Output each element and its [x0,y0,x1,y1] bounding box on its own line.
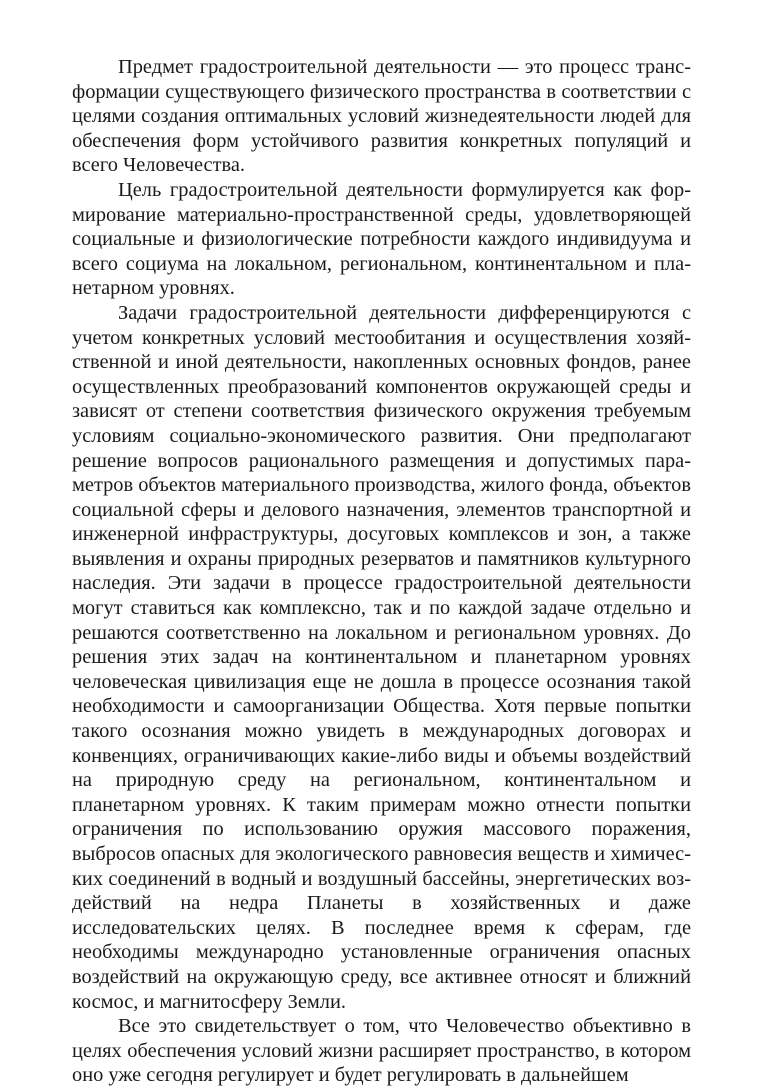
paragraph-subject: Предмет градостроительной деятельности — это процесс трансформации существующего физического пространства в соответствии с целями создания оптимальных условий жизнедеятельности людей для обеспечения форм устойчивого развития конкретных популяций и всего Человечества. [72,56,691,177]
paragraph-conclusion: Все это свидетельствует о том, что Человечество объективно в целях обеспечения условий жизни расширяет пространство, в котором оно уже сегодня регулирует и будет регулировать в дальнейшем [72,1015,691,1087]
paragraph-goal: Цель градостроительной деятельности формулируется как формирование материально-пространственной среды, удовлетворяющей социальные и физиологические потребности каждого индивидуума и всего социума на локальном, региональном, континентальном и планетарном уровнях. [72,178,691,300]
paragraph-tasks: Задачи градостроительной деятельности дифференцируются с учетом конкретных условий местообитания и осуществления хозяйственной и иной деятельности, накопленных основных фондов, ранее осуществленных преобразований компонентов окружающей среды и зависят от степени соответствия физического окружения требуемым условиям социально-экономического развития. Они предполагают решение вопросов рационального размещения и допустимых параметров объектов материального производства, жилого фонда, объектов социальной сферы и делового назначения, элементов транспортной и инженерной инфраструктуры, досуговых комплексов и зон, а также выявления и охраны природных резерватов и памятников культурного наследия. Эти задачи в процессе градостроительной деятельности могут ставиться как комплексно, так и по каждой задаче отдельно и решаются соответственно на локальном и региональном уровнях. До решения этих задач на континентальном и планетарном уровнях человеческая цивилизация еще не дошла в процессе осознания такой необходимости и самоорганизации Общества. Хотя первые попытки такого осознания можно увидеть в международных договорах и конвенциях, ограничивающих какие-либо виды и объемы воздействий на природную среду на региональном, континентальном и планетарном уровнях. К таким примерам можно отнести попытки ограничения по использованию оружия массового поражения, выбросов опасных для экологического равновесия веществ и химических соединений в водный и воздушный бассейны, энергетических воздействий на недра Планеты в хозяйственных и даже исследовательских целях. В последнее время к сферам, где необходимы международно установленные ограничения опасных воздействий на окружающую среду, все активнее относят и ближний космос, и магнитосферу Земли. [72,301,691,1013]
